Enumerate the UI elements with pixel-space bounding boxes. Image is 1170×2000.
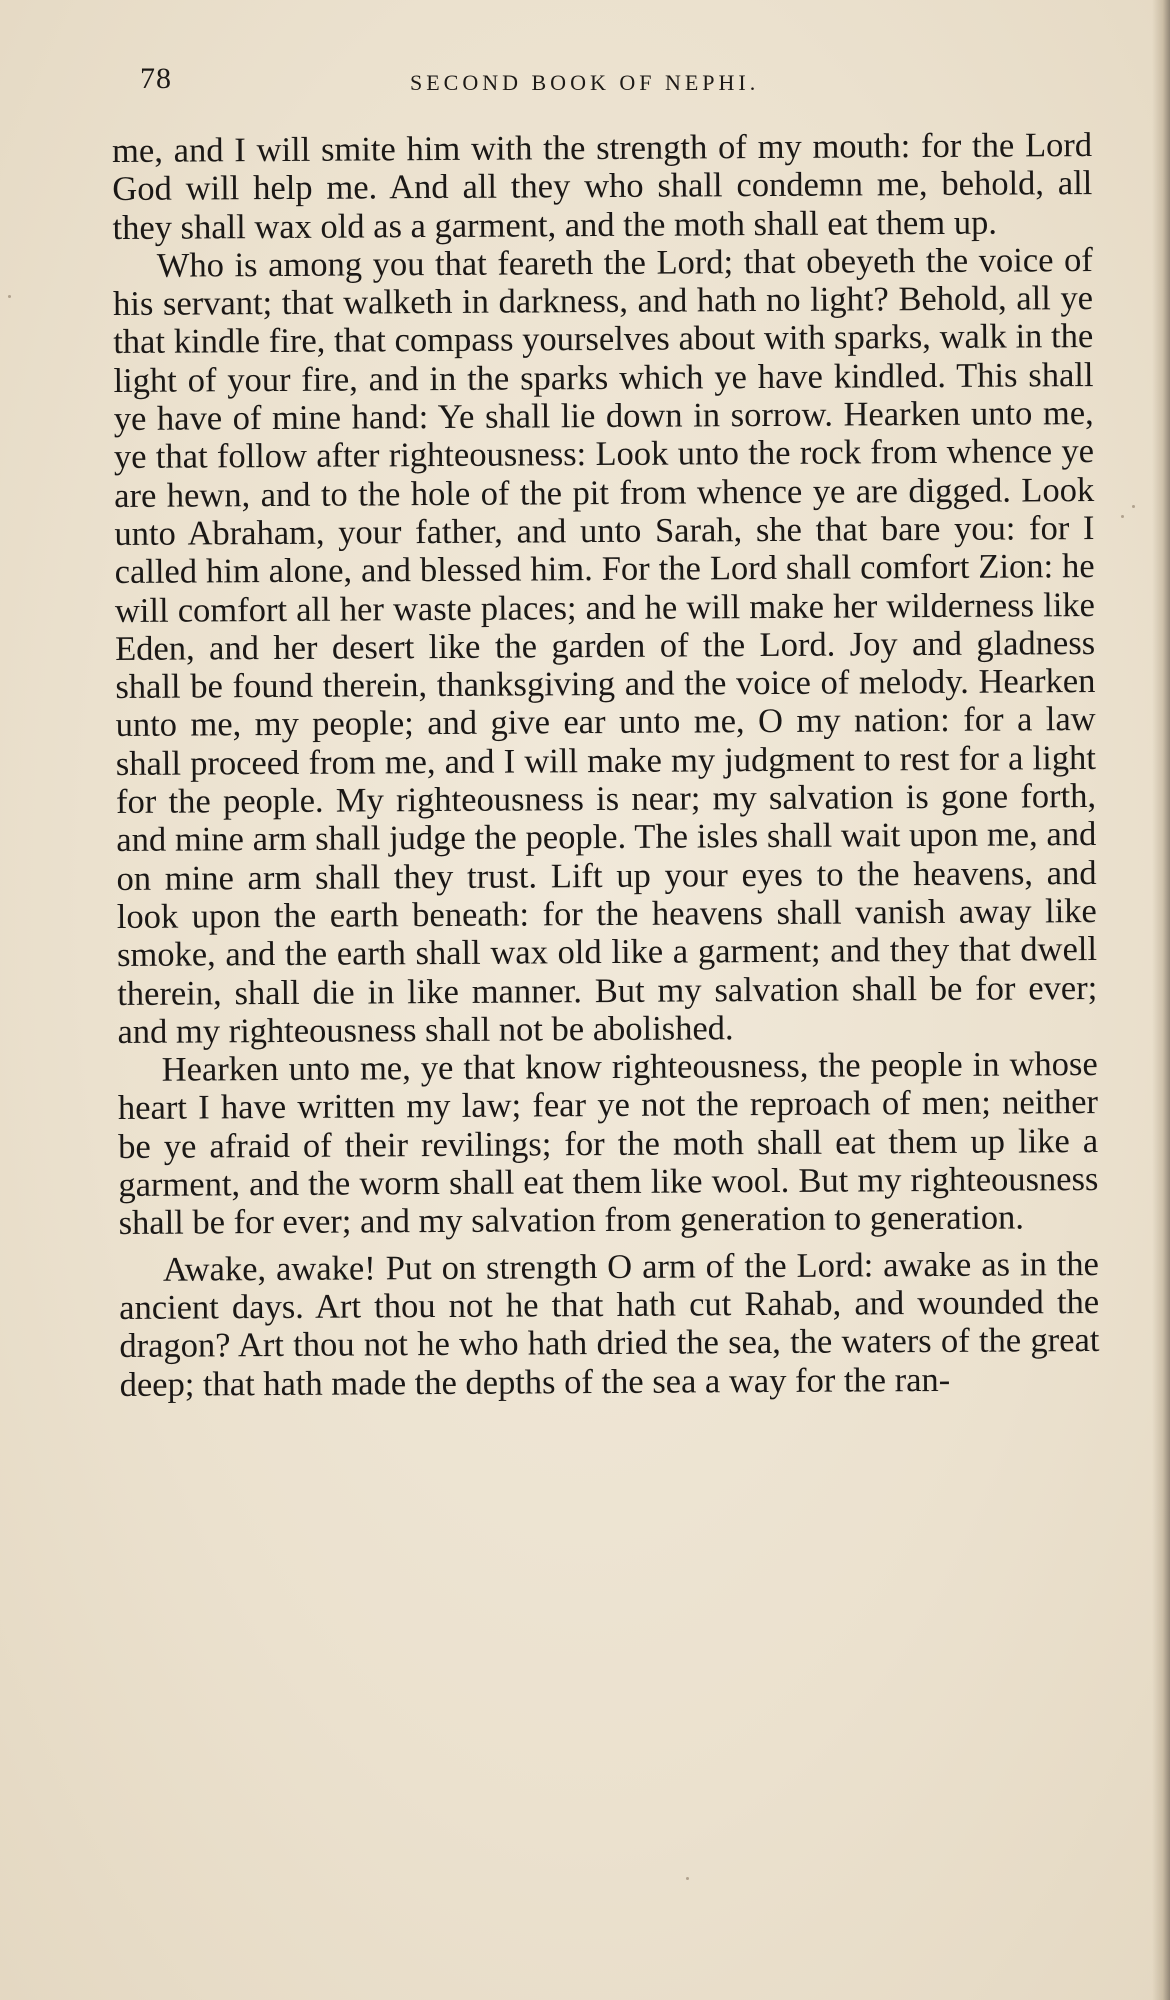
paragraph: Awake, awake! Put on strength O arm of the Lord: awake as in the ancient days. Art thou not he that hath cut Rahab, and wounded the dragon? Art thou not he who hath dried the sea, the waters of the great deep; that hath made the depths of the sea a way for the ran- — [119, 1244, 1100, 1404]
paragraph: Hearken unto me, ye that know righteousness, the people in whose heart I have written my law; fear ye not the reproach of men; neither be ye afraid of their revilings; for the moth shall eat them up like a garment, and the worm shall eat them like wool. But my righteousness shall be for ever; and my salvation from generation to generation. — [117, 1045, 1099, 1243]
paper-speck — [1121, 515, 1124, 518]
page-header — [140, 62, 1100, 102]
paper-speck — [8, 295, 11, 298]
paragraph-continuation: me, and I will smite him with the strength of my mouth: for the Lord God will help me. And all they who shall condemn me, behold, all they shall wax old as a garment, and the moth shall eat them up. — [112, 126, 1093, 247]
page-edge-shadow — [1152, 0, 1170, 2000]
body-text — [112, 126, 1100, 1404]
paper-speck — [1132, 505, 1135, 508]
page-number: 78 — [140, 62, 172, 95]
running-head: SECOND BOOK OF NEPHI. — [410, 70, 760, 95]
paragraph: Who is among you that feareth the Lord; that obeyeth the voice of his servant; that walketh in darkness, and hath no light? Behold, all ye that kindle fire, that compass yourselves about with sparks, walk in the light of your fire, and in the sparks which ye have kindled. This shall ye have of mine hand: Ye shall lie down in sorrow. Hearken unto me, ye that follow after righteousness: Look unto the rock from whence ye are hewn, and to the hole of the pit from whence ye are digged. Look unto Abraham, your father, and unto Sarah, she that bare you: for I called him alone, and blessed him. For the Lord shall comfort Zion: he will comfort all her waste places; and he will make her wilderness like Eden, and her desert like the garden of the Lord. Joy and gladness shall be found therein, thanksgiving and the voice of melody. Hearken unto me, my people; and give ear unto me, O my nation: for a law shall proceed from me, and I will make my judgment to rest for a light for the people. My righteousness is near; my salvation is gone forth, and mine arm shall judge the people. The isles shall wait upon me, and on mine arm shall they trust. Lift up your eyes to the heavens, and look upon the earth beneath: for the heavens shall vanish away like smoke, and the earth shall wax old like a garment; and they that dwell therein, shall die in like manner. But my salvation shall be for ever; and my righteousness shall not be abolished. — [112, 240, 1098, 1051]
paper-speck — [686, 1877, 689, 1880]
